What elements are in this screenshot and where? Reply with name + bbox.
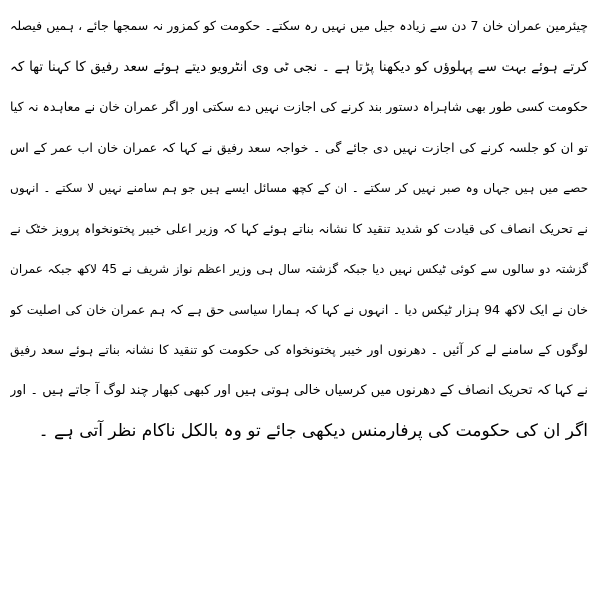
article-line-2: کرتے ہوئے بہت سے پہلوؤں کو دیکھنا پڑتا ہے ۔ نجی ٹی وی انٹرویو دیتے ہوئے سعد رفیق کا کہنا تھا کہ (10, 58, 588, 75)
article-line-6: نے تحریک انصاف کی قیادت کو شدید تنقید کا نشانہ بناتے ہوئے کہا کہ وزیر اعلی خیبر پختونخواہ پرویز خٹک نے (10, 220, 588, 236)
article-line-10: نے کہا کہ تحریک انصاف کے دھرنوں میں کرسیاں خالی ہوتی ہیں اور کبھی کبھار چند لوگ آ جاتے ہیں ۔ اور (10, 382, 588, 398)
article-line-1: چیئرمین عمران خان 7 دن سے زیادہ جیل میں نہیں رہ سکتے۔ حکومت کو کمزور نہ سمجھا جائے ، ہمیں فیصلہ (10, 18, 588, 33)
article-line-5: حصے میں ہیں جہاں وہ صبر نہیں کر سکتے ۔ ان کے کچھ مسائل ایسے ہیں جو ہم سامنے نہیں لا سکتے ۔ انہوں (10, 181, 588, 195)
article-line-9: لوگوں کے سامنے لے کر آئیں ۔ دھرنوں اور خیبر پختونخواہ کی حکومت کو تنقید کا نشانہ بناتے ہوئے سعد رفیق (10, 342, 588, 357)
article-line-3: حکومت کسی طور بھی شاہراہ دستور بند کرنے کی اجازت نہیں دے سکتی اور اگر عمران خان نے معاہدہ نہ کیا (10, 99, 588, 114)
article-line-11: اگر ان کی حکومت کی پرفارمنس دیکھی جائے تو وہ بالکل ناکام نظر آتی ہے ۔ (38, 421, 588, 441)
article-line-4: تو ان کو جلسہ کرنے کی اجازت نہیں دی جائے گی ۔ خواجہ سعد رفیق نے کہا کہ عمران خان اب عمر کے اس (10, 139, 588, 155)
article-line-7: گزشتہ دو سالوں سے کوئی ٹیکس نہیں دیا جبکہ گزشتہ سال ہی وزیر اعظم نواز شریف نے 45 لاکھ جبکہ عمران (10, 262, 588, 276)
article-line-8: خان نے ایک لاکھ 94 ہزار ٹیکس دیا ۔ انہوں نے کہا کہ ہمارا سیاسی حق ہے کہ ہم عمران خان کی اصلیت کو (10, 301, 588, 317)
